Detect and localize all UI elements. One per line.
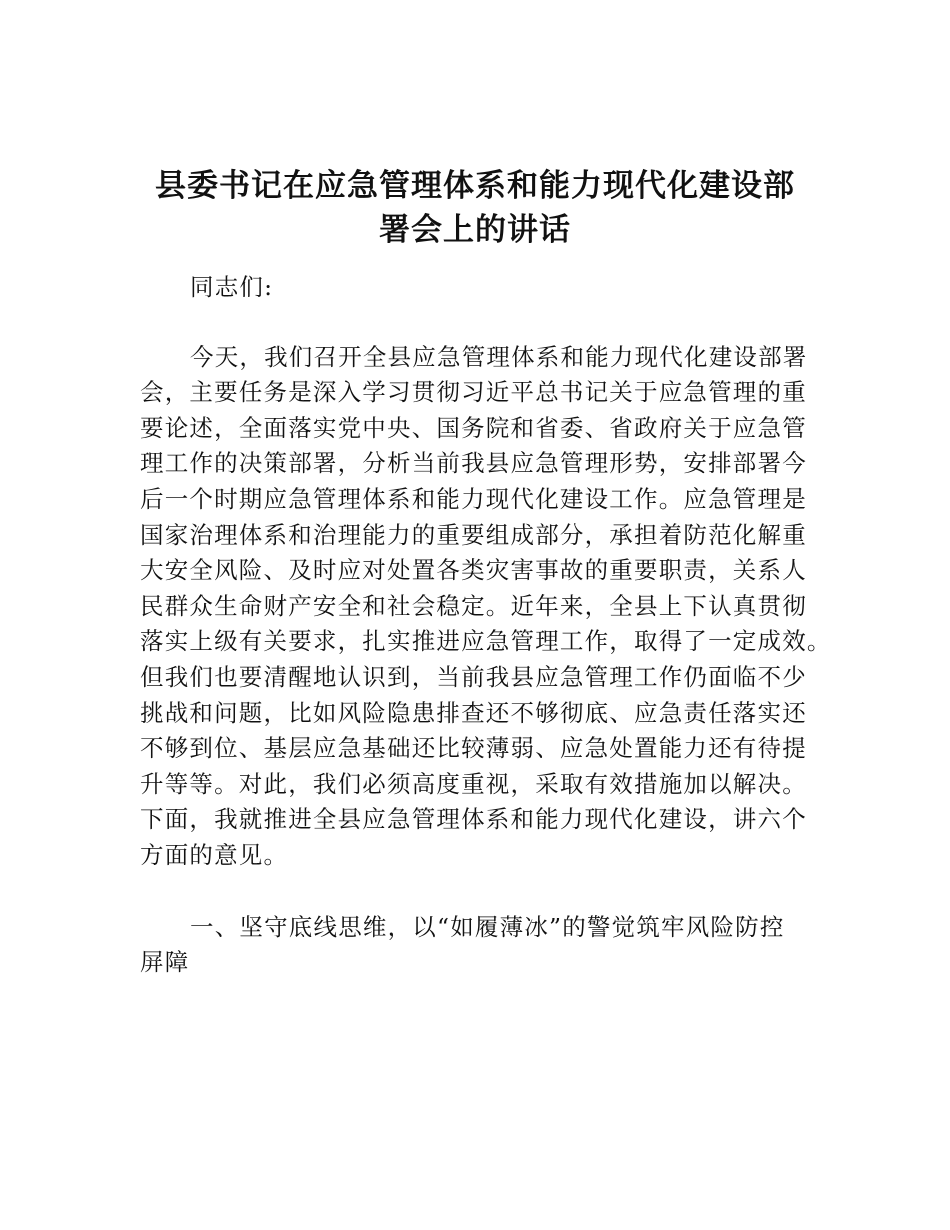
title-line-1: 县委书记在应急管理体系和能力现代化建设部 [155,168,795,204]
paragraph-line: 落实上级有关要求，扎实推进应急管理工作，取得了一定成效。 [140,627,832,656]
greeting: 同志们: [190,273,274,301]
paragraph-line: 大安全风险、及时应对处置各类灾害事故的重要职责，关系人 [140,556,807,585]
paragraph-line: 升等等。对此，我们必须高度重视，采取有效措施加以解决。 [140,769,807,798]
paragraph-line: 今天，我们召开全县应急管理体系和能力现代化建设部署 [190,342,808,371]
paragraph-line: 挑战和问题，比如风险隐患排查还不够彻底、应急责任落实还 [140,698,807,727]
paragraph-line: 要论述，全面落实党中央、国务院和省委、省政府关于应急管 [140,413,807,442]
document-body [140,270,830,981]
paragraph-line: 理工作的决策部署，分析当前我县应急管理形势，安排部署今 [140,449,807,478]
paragraph-line: 会，主要任务是深入学习贯彻习近平总书记关于应急管理的重 [140,378,807,407]
document-title [100,164,850,252]
section-heading-line: 一、坚守底线思维，以“如履薄冰”的警觉筑牢风险防控 [190,912,785,941]
paragraph-line: 下面，我就推进全县应急管理体系和能力现代化建设，讲六个 [140,805,807,834]
section-heading-line: 屏障 [140,948,190,977]
paragraph-line: 后一个时期应急管理体系和能力现代化建设工作。应急管理是 [140,484,807,513]
paragraph-1 [140,340,830,874]
paragraph-line: 但我们也要清醒地认识到，当前我县应急管理工作仍面临不少 [140,662,807,691]
paragraph-line: 民群众生命财产安全和社会稳定。近年来，全县上下认真贯彻 [140,591,807,620]
paragraph-line: 不够到位、基层应急基础还比较薄弱、应急处置能力还有待提 [140,734,807,763]
title-line-2: 署会上的讲话 [379,212,571,248]
paragraph-line: 国家治理体系和治理能力的重要组成部分，承担着防范化解重 [140,520,807,549]
section-1-heading [140,910,830,981]
paragraph-line: 方面的意见。 [140,840,289,869]
